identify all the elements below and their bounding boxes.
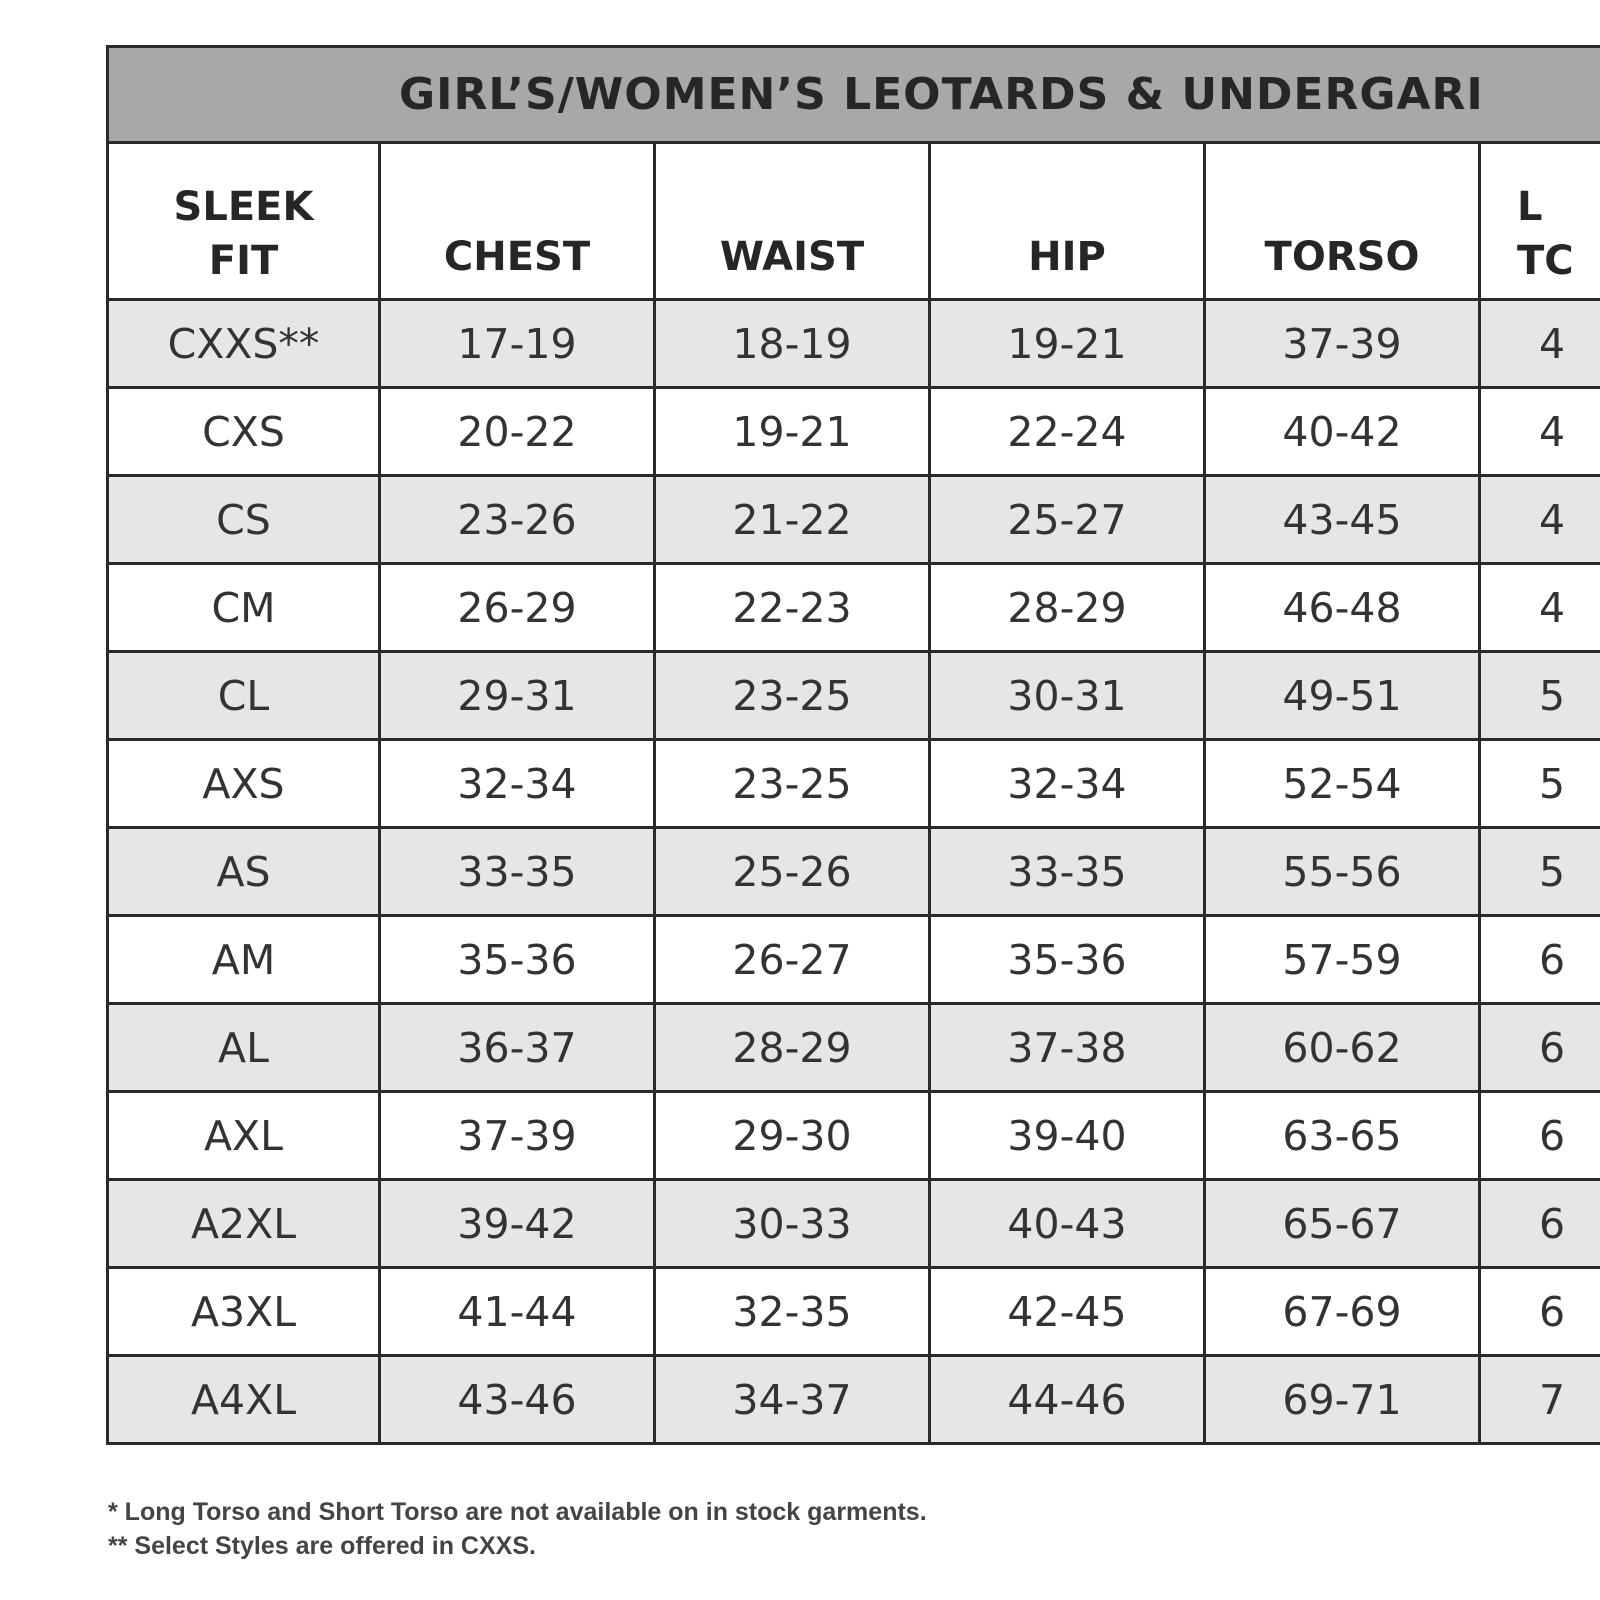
table-row <box>108 476 1600 564</box>
header-hip: HIP <box>930 143 1205 300</box>
cell-waist: 18-19 <box>655 300 930 388</box>
cell-waist: 23-25 <box>655 652 930 740</box>
cell-size: CXXS** <box>108 300 380 388</box>
cell-size: CS <box>108 476 380 564</box>
cell-size: AM <box>108 916 380 1004</box>
cell-waist: 30-33 <box>655 1180 930 1268</box>
cell-torso: 43-45 <box>1205 476 1480 564</box>
cell-cut-off: 4 <box>1480 564 1600 652</box>
cell-chest: 17-19 <box>380 300 655 388</box>
table-title-row <box>108 47 1600 143</box>
footnote-1: * Long Torso and Short Torso are not available on in stock garments. <box>108 1498 927 1526</box>
cell-size: A3XL <box>108 1268 380 1356</box>
cell-waist: 26-27 <box>655 916 930 1004</box>
cell-hip: 35-36 <box>930 916 1205 1004</box>
table-row <box>108 1356 1600 1444</box>
cell-cut-off: 6 <box>1480 1268 1600 1356</box>
cell-torso: 57-59 <box>1205 916 1480 1004</box>
cell-hip: 33-35 <box>930 828 1205 916</box>
cell-size: AS <box>108 828 380 916</box>
cell-hip: 30-31 <box>930 652 1205 740</box>
header-line-1: L <box>1517 184 1543 230</box>
cell-size: CXS <box>108 388 380 476</box>
header-chest: CHEST <box>380 143 655 300</box>
cell-hip: 39-40 <box>930 1092 1205 1180</box>
cell-cut-off: 4 <box>1480 476 1600 564</box>
cell-chest: 35-36 <box>380 916 655 1004</box>
cell-torso: 52-54 <box>1205 740 1480 828</box>
cell-hip: 40-43 <box>930 1180 1205 1268</box>
cell-waist: 23-25 <box>655 740 930 828</box>
cell-size: AL <box>108 1004 380 1092</box>
header-line-2: TC <box>1517 238 1574 284</box>
cell-size: CM <box>108 564 380 652</box>
cell-chest: 32-34 <box>380 740 655 828</box>
header-sleek-fit <box>108 143 380 300</box>
table-row <box>108 1004 1600 1092</box>
cell-torso: 49-51 <box>1205 652 1480 740</box>
cell-waist: 34-37 <box>655 1356 930 1444</box>
cell-size: CL <box>108 652 380 740</box>
cell-hip: 22-24 <box>930 388 1205 476</box>
size-chart-table <box>106 45 1600 1445</box>
cell-torso: 60-62 <box>1205 1004 1480 1092</box>
header-line-2: FIT <box>208 238 279 284</box>
cell-chest: 37-39 <box>380 1092 655 1180</box>
cell-cut-off: 6 <box>1480 1004 1600 1092</box>
cell-cut-off: 5 <box>1480 740 1600 828</box>
cell-torso: 40-42 <box>1205 388 1480 476</box>
cell-torso: 63-65 <box>1205 1092 1480 1180</box>
table-row <box>108 652 1600 740</box>
table-title: GIRL’S/WOMEN’S LEOTARDS & UNDERGARI <box>108 47 1600 143</box>
cell-chest: 33-35 <box>380 828 655 916</box>
cell-torso: 65-67 <box>1205 1180 1480 1268</box>
header-torso: TORSO <box>1205 143 1480 300</box>
cell-size: A2XL <box>108 1180 380 1268</box>
table-row <box>108 300 1600 388</box>
cell-waist: 25-26 <box>655 828 930 916</box>
cell-cut-off: 4 <box>1480 388 1600 476</box>
cell-cut-off: 6 <box>1480 916 1600 1004</box>
cell-hip: 37-38 <box>930 1004 1205 1092</box>
column-header-row <box>108 143 1600 300</box>
cell-size: AXS <box>108 740 380 828</box>
cell-hip: 28-29 <box>930 564 1205 652</box>
cell-waist: 28-29 <box>655 1004 930 1092</box>
header-cut-off <box>1480 143 1600 300</box>
cell-torso: 55-56 <box>1205 828 1480 916</box>
cell-waist: 32-35 <box>655 1268 930 1356</box>
table-row <box>108 1092 1600 1180</box>
table-body <box>108 300 1600 1444</box>
footnote-2: ** Select Styles are offered in CXXS. <box>108 1532 536 1560</box>
header-waist: WAIST <box>655 143 930 300</box>
cell-torso: 69-71 <box>1205 1356 1480 1444</box>
cell-chest: 39-42 <box>380 1180 655 1268</box>
cell-waist: 29-30 <box>655 1092 930 1180</box>
cell-hip: 44-46 <box>930 1356 1205 1444</box>
cell-chest: 29-31 <box>380 652 655 740</box>
table-row <box>108 388 1600 476</box>
cell-cut-off: 5 <box>1480 828 1600 916</box>
cell-hip: 32-34 <box>930 740 1205 828</box>
cell-waist: 19-21 <box>655 388 930 476</box>
cell-size: A4XL <box>108 1356 380 1444</box>
cell-chest: 41-44 <box>380 1268 655 1356</box>
cell-chest: 36-37 <box>380 1004 655 1092</box>
cell-torso: 67-69 <box>1205 1268 1480 1356</box>
cell-hip: 19-21 <box>930 300 1205 388</box>
cell-waist: 22-23 <box>655 564 930 652</box>
cell-cut-off: 7 <box>1480 1356 1600 1444</box>
cell-cut-off: 6 <box>1480 1180 1600 1268</box>
header-line-1: SLEEK <box>173 184 314 230</box>
cell-chest: 43-46 <box>380 1356 655 1444</box>
cell-hip: 42-45 <box>930 1268 1205 1356</box>
cell-chest: 20-22 <box>380 388 655 476</box>
table-row <box>108 828 1600 916</box>
table-row <box>108 564 1600 652</box>
table-row <box>108 1180 1600 1268</box>
cell-chest: 26-29 <box>380 564 655 652</box>
table-row <box>108 740 1600 828</box>
cell-torso: 46-48 <box>1205 564 1480 652</box>
table-row <box>108 916 1600 1004</box>
cell-cut-off: 6 <box>1480 1092 1600 1180</box>
cell-chest: 23-26 <box>380 476 655 564</box>
table-row <box>108 1268 1600 1356</box>
cell-cut-off: 4 <box>1480 300 1600 388</box>
cell-waist: 21-22 <box>655 476 930 564</box>
footnotes <box>108 1495 927 1563</box>
cell-torso: 37-39 <box>1205 300 1480 388</box>
cell-hip: 25-27 <box>930 476 1205 564</box>
cell-cut-off: 5 <box>1480 652 1600 740</box>
cell-size: AXL <box>108 1092 380 1180</box>
